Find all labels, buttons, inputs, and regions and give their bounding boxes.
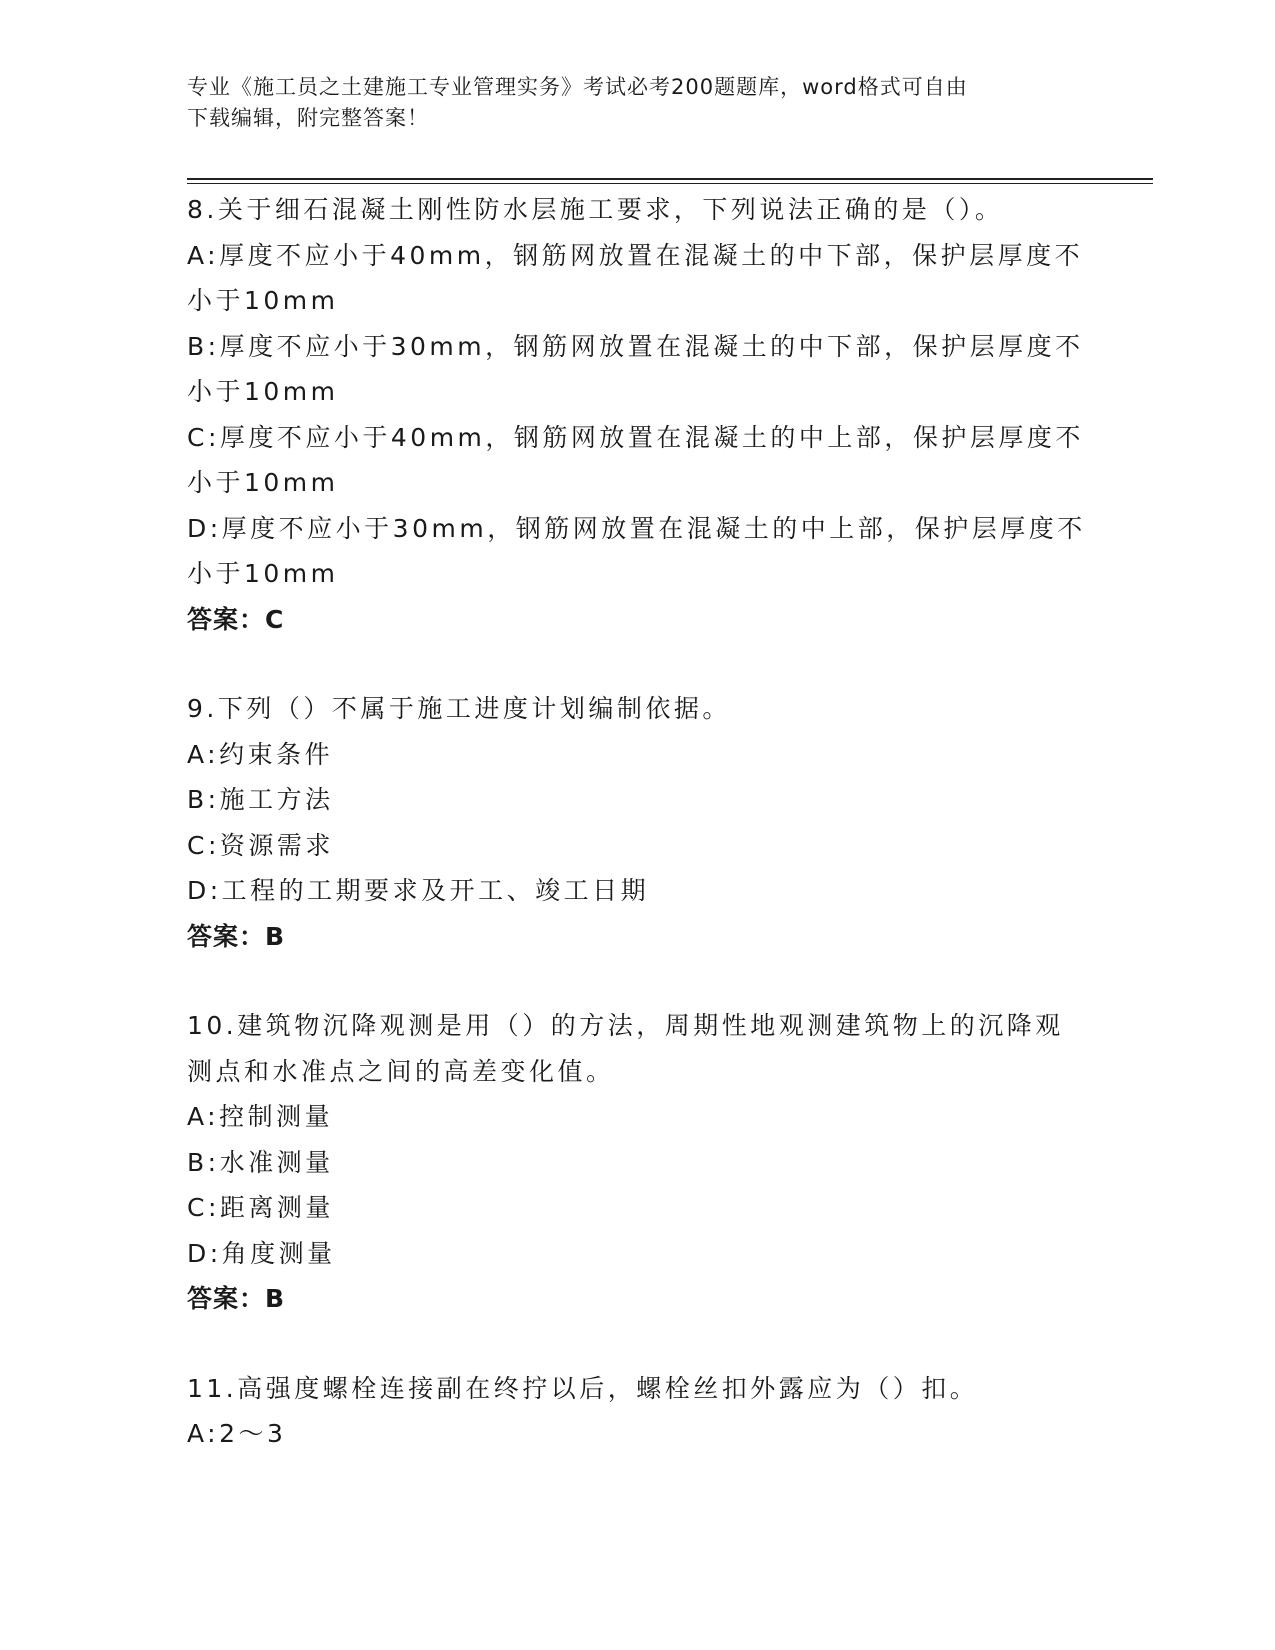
question-stem: 11.高强度螺栓连接副在终拧以后，螺栓丝扣外露应为（）扣。 bbox=[187, 1373, 979, 1403]
option-a bbox=[187, 233, 1087, 324]
header-divider bbox=[187, 178, 1153, 180]
option-text: 小于10mm bbox=[187, 286, 339, 315]
answer: 答案：C bbox=[187, 604, 285, 634]
header-line: 下载编辑，附完整答案！ bbox=[187, 106, 429, 130]
option-text: 小于10mm bbox=[187, 559, 339, 588]
header-divider-thin bbox=[187, 183, 1153, 184]
spacer bbox=[187, 959, 1087, 1003]
option-d: D:角度测量 bbox=[187, 1238, 336, 1268]
option-text: 小于10mm bbox=[187, 377, 339, 406]
option-b: B:水准测量 bbox=[187, 1147, 334, 1177]
spacer bbox=[187, 642, 1087, 686]
option-text: A:厚度不应小于40mm，钢筋网放置在混凝土的中下部，保护层厚度不 bbox=[187, 240, 1084, 270]
option-c: C:资源需求 bbox=[187, 830, 334, 860]
answer: 答案：B bbox=[187, 1284, 286, 1313]
option-text: D:厚度不应小于30mm，钢筋网放置在混凝土的中上部，保护层厚度不 bbox=[187, 513, 1086, 543]
option-text: B:厚度不应小于30mm，钢筋网放置在混凝土的中下部，保护层厚度不 bbox=[187, 331, 1084, 361]
option-c bbox=[187, 415, 1087, 506]
question-stem-continued: 测点和水准点之间的高差变化值。 bbox=[187, 1056, 615, 1086]
question-8 bbox=[187, 187, 1087, 642]
question-stem: 9.下列（）不属于施工进度计划编制依据。 bbox=[187, 694, 731, 723]
option-b: B:施工方法 bbox=[187, 785, 334, 814]
option-text: C:厚度不应小于40mm，钢筋网放置在混凝土的中上部，保护层厚度不 bbox=[187, 422, 1084, 452]
option-d: D:工程的工期要求及开工、竣工日期 bbox=[187, 876, 650, 905]
option-d bbox=[187, 506, 1087, 597]
option-b bbox=[187, 324, 1087, 415]
header-line: 专业《施工员之土建施工专业管理实务》考试必考200题题库，word格式可自由 bbox=[187, 75, 968, 99]
option-a: A:约束条件 bbox=[187, 739, 334, 769]
question-stem: 8.关于细石混凝土刚性防水层施工要求，下列说法正确的是（）。 bbox=[187, 195, 1004, 224]
option-c: C:距离测量 bbox=[187, 1193, 334, 1222]
option-a: A:2～3 bbox=[187, 1419, 287, 1448]
question-11 bbox=[187, 1366, 1087, 1457]
document-header bbox=[187, 72, 1087, 134]
question-stem: 10.建筑物沉降观测是用（）的方法，周期性地观测建筑物上的沉降观 bbox=[187, 1011, 1064, 1040]
question-9 bbox=[187, 686, 1087, 959]
question-list bbox=[187, 187, 1087, 1457]
answer: 答案：B bbox=[187, 921, 286, 951]
question-10 bbox=[187, 1003, 1087, 1322]
option-text: 小于10mm bbox=[187, 468, 339, 497]
spacer bbox=[187, 1322, 1087, 1366]
option-a: A:控制测量 bbox=[187, 1102, 334, 1131]
